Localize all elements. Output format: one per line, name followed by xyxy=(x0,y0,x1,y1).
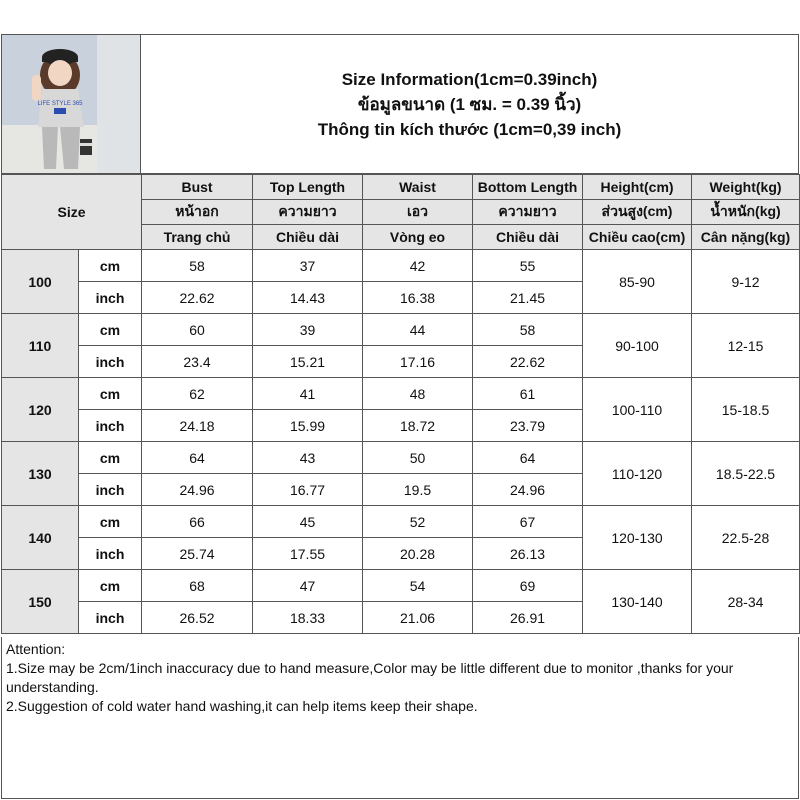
cell-value: 66 xyxy=(142,506,253,538)
height-range: 85-90 xyxy=(583,250,692,314)
cell-value: 58 xyxy=(142,250,253,282)
size-chart xyxy=(0,34,800,800)
weight-range: 18.5-22.5 xyxy=(692,442,800,506)
col-bottom-length-vi: Chiều dài xyxy=(473,225,583,250)
col-bust-en: Bust xyxy=(142,175,253,200)
cell-value: 39 xyxy=(253,314,363,346)
cell-value: 15.21 xyxy=(253,346,363,378)
cell-value: 17.55 xyxy=(253,538,363,570)
unit-inch: inch xyxy=(79,282,142,314)
cell-value: 43 xyxy=(253,442,363,474)
product-photo xyxy=(1,34,141,174)
col-height-en: Height(cm) xyxy=(583,175,692,200)
size-value: 110 xyxy=(2,314,79,378)
cell-value: 26.52 xyxy=(142,602,253,634)
table-row-cm xyxy=(2,506,800,538)
table-row-cm xyxy=(2,314,800,346)
height-range: 110-120 xyxy=(583,442,692,506)
cell-value: 58 xyxy=(473,314,583,346)
cell-value: 14.43 xyxy=(253,282,363,314)
unit-cm: cm xyxy=(79,570,142,602)
cell-value: 24.96 xyxy=(473,474,583,506)
cell-value: 22.62 xyxy=(473,346,583,378)
col-height-vi: Chiều cao(cm) xyxy=(583,225,692,250)
unit-inch: inch xyxy=(79,538,142,570)
cell-value: 24.18 xyxy=(142,410,253,442)
title-vietnamese: Thông tin kích thước (1cm=0,39 inch) xyxy=(317,119,622,139)
cell-value: 48 xyxy=(363,378,473,410)
size-value: 130 xyxy=(2,442,79,506)
cell-value: 47 xyxy=(253,570,363,602)
size-value: 120 xyxy=(2,378,79,442)
size-value: 140 xyxy=(2,506,79,570)
col-top-length-th: ความยาว xyxy=(253,200,363,225)
unit-cm: cm xyxy=(79,378,142,410)
cell-value: 26.13 xyxy=(473,538,583,570)
cell-value: 20.28 xyxy=(363,538,473,570)
weight-range: 9-12 xyxy=(692,250,800,314)
col-top-length-en: Top Length xyxy=(253,175,363,200)
cell-value: 22.62 xyxy=(142,282,253,314)
cell-value: 67 xyxy=(473,506,583,538)
height-range: 100-110 xyxy=(583,378,692,442)
col-weight-vi: Cân nặng(kg) xyxy=(692,225,800,250)
cell-value: 19.5 xyxy=(363,474,473,506)
cell-value: 23.79 xyxy=(473,410,583,442)
table-row-cm xyxy=(2,442,800,474)
size-info-banner xyxy=(141,34,799,174)
title-thai: ข้อมูลขนาด (1 ซม. = 0.39 นิ้ว) xyxy=(357,94,582,114)
height-range: 90-100 xyxy=(583,314,692,378)
cell-value: 68 xyxy=(142,570,253,602)
cell-value: 50 xyxy=(363,442,473,474)
weight-range: 22.5-28 xyxy=(692,506,800,570)
cell-value: 16.38 xyxy=(363,282,473,314)
cell-value: 21.45 xyxy=(473,282,583,314)
attention-notes xyxy=(1,637,799,799)
header-row-english xyxy=(2,175,800,200)
cell-value: 25.74 xyxy=(142,538,253,570)
col-top-length-vi: Chiều dài xyxy=(253,225,363,250)
cell-value: 41 xyxy=(253,378,363,410)
unit-inch: inch xyxy=(79,474,142,506)
cell-value: 64 xyxy=(473,442,583,474)
notes-line-1: 1.Size may be 2cm/1inch inaccuracy due to hand measure,Color may be little different due to monitor ,thanks for your understanding. xyxy=(6,660,734,695)
cell-value: 23.4 xyxy=(142,346,253,378)
table-row-cm xyxy=(2,250,800,282)
unit-inch: inch xyxy=(79,346,142,378)
table-row-cm xyxy=(2,570,800,602)
cell-value: 55 xyxy=(473,250,583,282)
cell-value: 54 xyxy=(363,570,473,602)
size-header: Size xyxy=(2,175,142,250)
cell-value: 64 xyxy=(142,442,253,474)
cell-value: 15.99 xyxy=(253,410,363,442)
cell-value: 17.16 xyxy=(363,346,473,378)
height-range: 120-130 xyxy=(583,506,692,570)
col-height-th: ส่วนสูง(cm) xyxy=(583,200,692,225)
cell-value: 60 xyxy=(142,314,253,346)
col-waist-th: เอว xyxy=(363,200,473,225)
cell-value: 26.91 xyxy=(473,602,583,634)
unit-cm: cm xyxy=(79,250,142,282)
col-weight-en: Weight(kg) xyxy=(692,175,800,200)
cell-value: 42 xyxy=(363,250,473,282)
cell-value: 18.72 xyxy=(363,410,473,442)
cell-value: 24.96 xyxy=(142,474,253,506)
unit-cm: cm xyxy=(79,442,142,474)
cell-value: 62 xyxy=(142,378,253,410)
height-range: 130-140 xyxy=(583,570,692,634)
notes-line-2: 2.Suggestion of cold water hand washing,it can help items keep their shape. xyxy=(6,698,478,714)
weight-range: 28-34 xyxy=(692,570,800,634)
cell-value: 61 xyxy=(473,378,583,410)
child-outfit-image xyxy=(2,35,140,173)
notes-heading: Attention: xyxy=(6,641,66,657)
col-bust-vi: Trang chủ xyxy=(142,225,253,250)
cell-value: 69 xyxy=(473,570,583,602)
table-row-cm xyxy=(2,378,800,410)
unit-cm: cm xyxy=(79,314,142,346)
unit-inch: inch xyxy=(79,410,142,442)
col-bust-th: หน้าอก xyxy=(142,200,253,225)
cell-value: 45 xyxy=(253,506,363,538)
cell-value: 37 xyxy=(253,250,363,282)
cell-value: 52 xyxy=(363,506,473,538)
col-waist-en: Waist xyxy=(363,175,473,200)
unit-inch: inch xyxy=(79,602,142,634)
cell-value: 21.06 xyxy=(363,602,473,634)
weight-range: 12-15 xyxy=(692,314,800,378)
cell-value: 44 xyxy=(363,314,473,346)
title-english: Size Information(1cm=0.39inch) xyxy=(341,69,598,89)
cell-value: 16.77 xyxy=(253,474,363,506)
col-bottom-length-th: ความยาว xyxy=(473,200,583,225)
unit-cm: cm xyxy=(79,506,142,538)
col-bottom-length-en: Bottom Length xyxy=(473,175,583,200)
weight-range: 15-18.5 xyxy=(692,378,800,442)
size-table xyxy=(1,174,800,634)
size-value: 150 xyxy=(2,570,79,634)
shirt-print: LIFE STYLE 365 xyxy=(37,101,83,107)
size-value: 100 xyxy=(2,250,79,314)
cell-value: 18.33 xyxy=(253,602,363,634)
col-weight-th: น้ำหนัก(kg) xyxy=(692,200,800,225)
col-waist-vi: Vòng eo xyxy=(363,225,473,250)
